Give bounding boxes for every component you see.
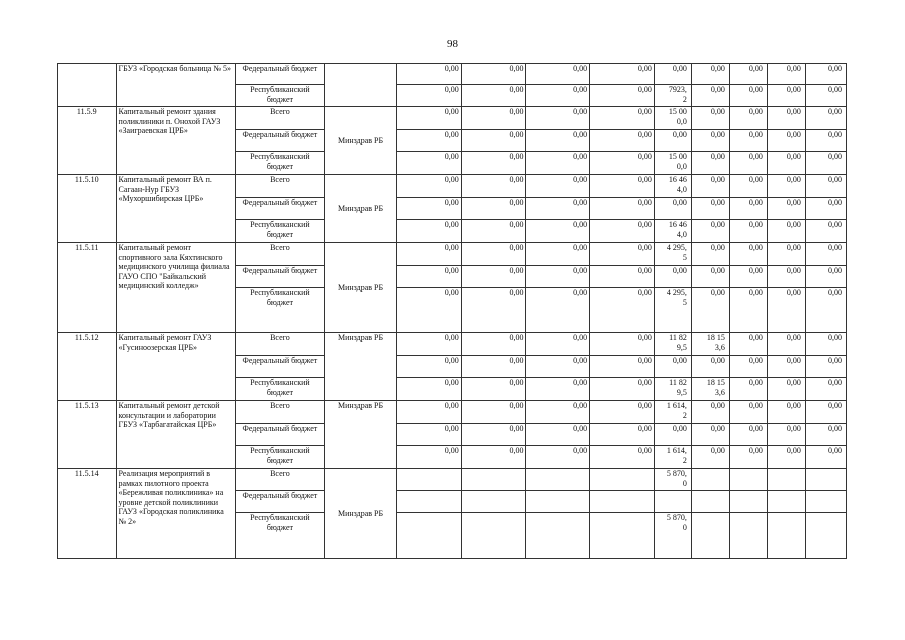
value-cell: 0,00 [654, 424, 691, 446]
funding-source-cell: Федеральный бюджет [235, 424, 324, 446]
value-cell [590, 491, 655, 513]
value-cell: 0,00 [691, 130, 729, 152]
value-cell: 0,00 [397, 288, 462, 333]
value-cell: 0,00 [461, 333, 526, 356]
value-cell: 0,00 [397, 85, 462, 107]
value-cell: 0,00 [526, 64, 590, 85]
measure-name-cell: ГБУЗ «Городская больница № 5» [116, 64, 235, 107]
value-cell: 0,00 [526, 130, 590, 152]
value-cell: 18 15 3,6 [691, 333, 729, 356]
measure-name-cell: Капитальный ремонт ВА п. Сагаан-Нур ГБУЗ «Мухоршибирская ЦРБ» [116, 175, 235, 243]
value-cell [805, 491, 846, 513]
value-cell: 0,00 [590, 220, 655, 243]
value-cell: 0,00 [526, 243, 590, 266]
value-cell: 0,00 [729, 266, 767, 288]
value-cell: 0,00 [691, 288, 729, 333]
value-cell: 0,00 [729, 85, 767, 107]
value-cell: 0,00 [767, 198, 805, 220]
value-cell: 0,00 [805, 446, 846, 469]
value-cell: 0,00 [767, 401, 805, 424]
funding-source-cell: Республиканский бюджет [235, 85, 324, 107]
value-cell: 0,00 [461, 107, 526, 130]
value-cell: 0,00 [805, 424, 846, 446]
value-cell: 0,00 [461, 130, 526, 152]
value-cell: 0,00 [461, 288, 526, 333]
value-cell: 0,00 [729, 378, 767, 401]
measure-code-cell: 11.5.14 [58, 469, 117, 559]
value-cell: 0,00 [397, 107, 462, 130]
value-cell: 0,00 [397, 446, 462, 469]
value-cell: 0,00 [729, 356, 767, 378]
value-cell: 0,00 [526, 378, 590, 401]
measure-name-cell: Капитальный ремонт ГАУЗ «Гусиноозерская ЦРБ» [116, 333, 235, 401]
executor-cell: Минздрав РБ [325, 107, 397, 175]
value-cell: 0,00 [729, 198, 767, 220]
page-number: 98 [447, 38, 458, 50]
value-cell: 0,00 [526, 107, 590, 130]
value-cell: 0,00 [767, 130, 805, 152]
value-cell: 0,00 [590, 333, 655, 356]
value-cell: 0,00 [461, 198, 526, 220]
value-cell: 0,00 [805, 220, 846, 243]
value-cell: 0,00 [729, 220, 767, 243]
value-cell [805, 513, 846, 559]
funding-source-cell: Республиканский бюджет [235, 378, 324, 401]
value-cell: 0,00 [767, 424, 805, 446]
value-cell: 0,00 [397, 401, 462, 424]
funding-source-cell: Всего [235, 175, 324, 198]
value-cell: 0,00 [590, 378, 655, 401]
value-cell: 0,00 [526, 401, 590, 424]
value-cell [805, 469, 846, 491]
value-cell: 0,00 [461, 243, 526, 266]
value-cell: 0,00 [729, 401, 767, 424]
value-cell: 0,00 [691, 107, 729, 130]
value-cell: 1 614, 2 [654, 446, 691, 469]
value-cell: 0,00 [590, 446, 655, 469]
value-cell [767, 469, 805, 491]
value-cell: 0,00 [654, 64, 691, 85]
value-cell: 0,00 [526, 220, 590, 243]
value-cell: 0,00 [805, 288, 846, 333]
executor-cell: Минздрав РБ [325, 243, 397, 333]
value-cell: 0,00 [461, 424, 526, 446]
table-row [58, 175, 847, 198]
value-cell: 0,00 [767, 446, 805, 469]
measure-name-cell: Капитальный ремонт спортивного зала Кяхтинского медицинского училища филиала ГАУО СПО "Байкальский медицинский колледж» [116, 243, 235, 333]
value-cell: 0,00 [590, 266, 655, 288]
table-body [58, 64, 847, 559]
value-cell: 0,00 [729, 130, 767, 152]
value-cell [729, 491, 767, 513]
value-cell: 5 870, 0 [654, 469, 691, 491]
value-cell: 0,00 [461, 175, 526, 198]
value-cell: 0,00 [526, 152, 590, 175]
value-cell: 0,00 [691, 266, 729, 288]
value-cell [654, 491, 691, 513]
value-cell [729, 469, 767, 491]
table-row [58, 64, 847, 85]
value-cell: 0,00 [805, 107, 846, 130]
value-cell: 7923, 2 [654, 85, 691, 107]
value-cell: 0,00 [461, 356, 526, 378]
value-cell: 0,00 [691, 85, 729, 107]
table-row [58, 107, 847, 130]
value-cell [397, 469, 462, 491]
value-cell: 0,00 [805, 64, 846, 85]
value-cell: 0,00 [397, 378, 462, 401]
value-cell [526, 469, 590, 491]
value-cell: 4 295, 5 [654, 288, 691, 333]
value-cell: 0,00 [397, 175, 462, 198]
value-cell: 0,00 [526, 85, 590, 107]
value-cell: 0,00 [526, 446, 590, 469]
value-cell: 0,00 [767, 220, 805, 243]
measure-code-cell [58, 64, 117, 107]
value-cell: 0,00 [590, 243, 655, 266]
value-cell: 0,00 [526, 198, 590, 220]
value-cell: 0,00 [590, 401, 655, 424]
value-cell: 0,00 [590, 198, 655, 220]
value-cell: 0,00 [767, 107, 805, 130]
value-cell: 0,00 [767, 378, 805, 401]
value-cell: 0,00 [397, 243, 462, 266]
funding-source-cell: Республиканский бюджет [235, 152, 324, 175]
value-cell: 0,00 [767, 175, 805, 198]
value-cell [691, 491, 729, 513]
table-row [58, 469, 847, 491]
value-cell: 0,00 [691, 175, 729, 198]
value-cell: 0,00 [397, 130, 462, 152]
value-cell [397, 491, 462, 513]
budget-table [57, 63, 847, 559]
value-cell: 0,00 [691, 198, 729, 220]
value-cell: 0,00 [729, 446, 767, 469]
value-cell: 0,00 [767, 333, 805, 356]
funding-source-cell: Федеральный бюджет [235, 356, 324, 378]
value-cell: 0,00 [526, 356, 590, 378]
measure-code-cell: 11.5.9 [58, 107, 117, 175]
executor-cell: Минздрав РБ [325, 469, 397, 559]
funding-source-cell: Всего [235, 107, 324, 130]
executor-cell: Минздрав РБ [325, 333, 397, 401]
value-cell: 0,00 [691, 64, 729, 85]
value-cell: 0,00 [397, 64, 462, 85]
funding-source-cell: Республиканский бюджет [235, 446, 324, 469]
value-cell: 0,00 [590, 107, 655, 130]
value-cell [729, 513, 767, 559]
value-cell: 0,00 [526, 424, 590, 446]
value-cell [526, 513, 590, 559]
value-cell: 0,00 [691, 152, 729, 175]
value-cell: 0,00 [767, 85, 805, 107]
value-cell: 4 295, 5 [654, 243, 691, 266]
value-cell: 0,00 [461, 64, 526, 85]
measure-code-cell: 11.5.11 [58, 243, 117, 333]
value-cell: 0,00 [729, 64, 767, 85]
value-cell: 0,00 [691, 424, 729, 446]
value-cell: 0,00 [590, 152, 655, 175]
value-cell: 18 15 3,6 [691, 378, 729, 401]
table-row [58, 333, 847, 356]
value-cell: 0,00 [461, 378, 526, 401]
funding-source-cell: Федеральный бюджет [235, 64, 324, 85]
funding-source-cell: Федеральный бюджет [235, 130, 324, 152]
value-cell: 0,00 [526, 175, 590, 198]
funding-source-cell: Республиканский бюджет [235, 288, 324, 333]
funding-source-cell: Всего [235, 469, 324, 491]
value-cell: 0,00 [526, 288, 590, 333]
value-cell: 0,00 [767, 64, 805, 85]
value-cell: 0,00 [729, 152, 767, 175]
value-cell: 0,00 [805, 152, 846, 175]
executor-cell: Минздрав РБ [325, 401, 397, 469]
funding-source-cell: Всего [235, 401, 324, 424]
value-cell [397, 513, 462, 559]
value-cell: 0,00 [654, 198, 691, 220]
value-cell: 0,00 [590, 424, 655, 446]
value-cell: 11 82 9,5 [654, 378, 691, 401]
value-cell [691, 513, 729, 559]
value-cell: 0,00 [767, 243, 805, 266]
value-cell: 0,00 [805, 333, 846, 356]
funding-source-cell: Федеральный бюджет [235, 198, 324, 220]
value-cell: 0,00 [805, 356, 846, 378]
funding-source-cell: Республиканский бюджет [235, 220, 324, 243]
value-cell [590, 469, 655, 491]
value-cell: 0,00 [397, 424, 462, 446]
value-cell: 5 870, 0 [654, 513, 691, 559]
value-cell: 0,00 [461, 152, 526, 175]
measure-code-cell: 11.5.12 [58, 333, 117, 401]
value-cell [461, 491, 526, 513]
executor-cell [325, 64, 397, 107]
value-cell: 0,00 [767, 266, 805, 288]
measure-code-cell: 11.5.10 [58, 175, 117, 243]
value-cell: 16 46 4,0 [654, 220, 691, 243]
measure-name-cell: Реализация мероприятий в рамках пилотного проекта «Бережливая поликлиника» на уровне детской поликлиники ГАУЗ «Городская поликлиника № 2» [116, 469, 235, 559]
value-cell: 0,00 [805, 85, 846, 107]
value-cell: 0,00 [397, 333, 462, 356]
executor-cell: Минздрав РБ [325, 175, 397, 243]
value-cell: 0,00 [461, 446, 526, 469]
value-cell: 0,00 [590, 85, 655, 107]
value-cell: 0,00 [805, 175, 846, 198]
value-cell: 0,00 [461, 266, 526, 288]
funding-source-cell: Всего [235, 333, 324, 356]
value-cell: 11 82 9,5 [654, 333, 691, 356]
value-cell: 0,00 [654, 266, 691, 288]
value-cell [461, 469, 526, 491]
value-cell: 0,00 [461, 401, 526, 424]
value-cell: 0,00 [729, 424, 767, 446]
measure-code-cell: 11.5.13 [58, 401, 117, 469]
value-cell: 0,00 [805, 243, 846, 266]
value-cell [767, 513, 805, 559]
value-cell: 0,00 [397, 266, 462, 288]
value-cell: 0,00 [397, 198, 462, 220]
value-cell: 0,00 [729, 288, 767, 333]
value-cell: 15 00 0,0 [654, 107, 691, 130]
value-cell: 0,00 [805, 266, 846, 288]
value-cell [590, 513, 655, 559]
value-cell: 0,00 [590, 130, 655, 152]
value-cell: 0,00 [654, 130, 691, 152]
value-cell: 0,00 [805, 198, 846, 220]
value-cell: 0,00 [691, 220, 729, 243]
value-cell: 0,00 [397, 356, 462, 378]
funding-source-cell: Федеральный бюджет [235, 491, 324, 513]
value-cell [526, 491, 590, 513]
value-cell: 1 614, 2 [654, 401, 691, 424]
value-cell [691, 469, 729, 491]
value-cell: 0,00 [691, 243, 729, 266]
value-cell: 0,00 [397, 220, 462, 243]
value-cell: 0,00 [767, 356, 805, 378]
value-cell: 0,00 [767, 288, 805, 333]
value-cell: 0,00 [729, 107, 767, 130]
value-cell: 0,00 [729, 333, 767, 356]
value-cell: 0,00 [654, 356, 691, 378]
value-cell: 0,00 [805, 378, 846, 401]
measure-name-cell: Капитальный ремонт здания поликлиники п. Онохой ГАУЗ «Заиграевская ЦРБ» [116, 107, 235, 175]
measure-name-cell: Капитальный ремонт детской консультации и лаборатории ГБУЗ «Тарбагатайская ЦРБ» [116, 401, 235, 469]
table-row [58, 243, 847, 266]
value-cell: 0,00 [691, 356, 729, 378]
value-cell: 16 46 4,0 [654, 175, 691, 198]
value-cell: 0,00 [805, 130, 846, 152]
value-cell: 0,00 [729, 175, 767, 198]
value-cell: 0,00 [397, 152, 462, 175]
value-cell [767, 491, 805, 513]
value-cell: 0,00 [729, 243, 767, 266]
value-cell: 0,00 [590, 64, 655, 85]
value-cell: 0,00 [590, 175, 655, 198]
value-cell: 0,00 [691, 446, 729, 469]
funding-source-cell: Республиканский бюджет [235, 513, 324, 559]
value-cell: 0,00 [526, 266, 590, 288]
value-cell: 15 00 0,0 [654, 152, 691, 175]
value-cell: 0,00 [526, 333, 590, 356]
value-cell: 0,00 [590, 356, 655, 378]
table-row [58, 401, 847, 424]
value-cell: 0,00 [461, 220, 526, 243]
value-cell: 0,00 [805, 401, 846, 424]
value-cell: 0,00 [461, 85, 526, 107]
value-cell: 0,00 [691, 401, 729, 424]
funding-source-cell: Всего [235, 243, 324, 266]
funding-source-cell: Федеральный бюджет [235, 266, 324, 288]
value-cell: 0,00 [767, 152, 805, 175]
value-cell [461, 513, 526, 559]
value-cell: 0,00 [590, 288, 655, 333]
